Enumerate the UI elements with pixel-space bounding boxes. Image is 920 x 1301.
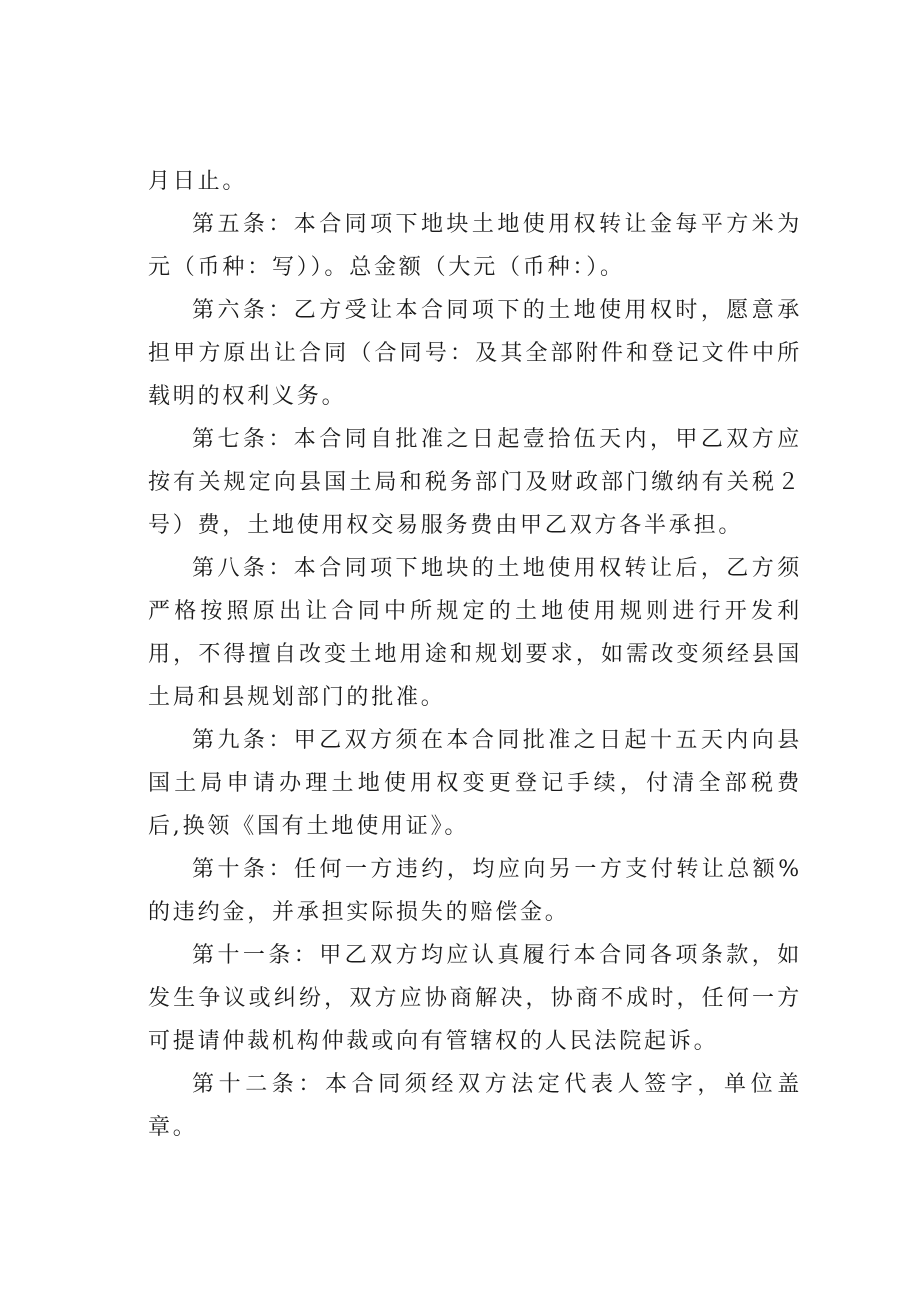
article-6: 第六条：乙方受让本合同项下的土地使用权时，愿意承担甲方原出让合同（合同号：及其全部附件和登记文件中所载明的权利义务。	[148, 298, 802, 409]
article-12: 第十二条：本合同须经双方法定代表人签字，单位盖章。	[148, 1072, 802, 1140]
article-11: 第十一条：甲乙双方均应认真履行本合同各项条款，如发生争议或纠纷，双方应协商解决，协商不成时，任何一方可提请仲裁机构仲裁或向有管辖权的人民法院起诉。	[148, 943, 802, 1054]
article-10: 第十条：任何一方违约，均应向另一方支付转让总额%的违约金，并承担实际损失的赔偿金。	[148, 857, 802, 925]
article-9: 第九条：甲乙双方须在本合同批准之日起十五天内向县国土局申请办理土地使用权变更登记手续，付清全部税费后,换领《国有土地使用证》。	[148, 728, 802, 839]
document-body	[148, 160, 802, 1149]
article-5: 第五条：本合同项下地块土地使用权转让金每平方米为元（币种：写））。总金额（大元（币种：）。	[148, 212, 802, 280]
article-7: 第七条：本合同自批准之日起壹拾伍天内，甲乙双方应按有关规定向县国土局和税务部门及财政部门缴纳有关税２号）费，土地使用权交易服务费由甲乙双方各半承担。	[148, 427, 802, 538]
article-8: 第八条：本合同项下地块的土地使用权转让后，乙方须严格按照原出让合同中所规定的土地使用规则进行开发利用，不得擅自改变土地用途和规划要求，如需改变须经县国土局和县规划部门的批准。	[148, 556, 802, 710]
paragraph-continuation: 月日止。	[148, 169, 248, 194]
